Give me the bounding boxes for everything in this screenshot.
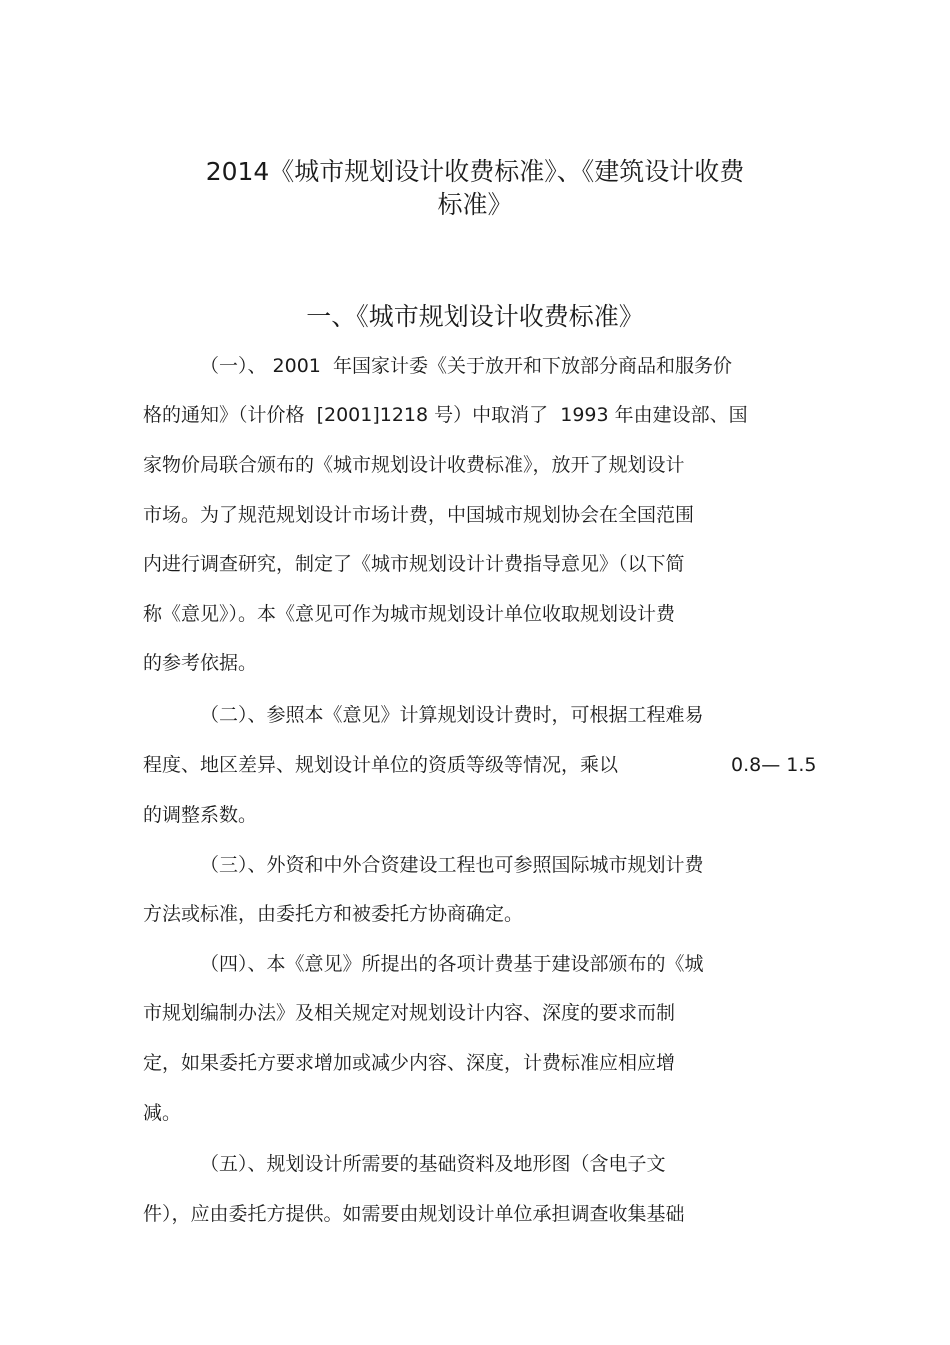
paragraph-2-line-2: 程度、地区差异、规划设计单位的资质等级等情况，乘以 xyxy=(143,754,619,776)
paragraph-1-line-1: （一）、 2001 年国家计委《关于放开和下放部分商品和服务价 xyxy=(200,355,732,377)
adjustment-factor-range: 0.8— 1.5 xyxy=(731,754,817,776)
paragraph-4-line-3: 定，如果委托方要求增加或减少内容、深度，计费标准应相应增 xyxy=(143,1052,676,1074)
document-title-line-2: 标准》 xyxy=(437,190,513,219)
paragraph-4-line-2: 市规划编制办法》及相关规定对规划设计内容、深度的要求而制 xyxy=(143,1002,676,1024)
paragraph-2-line-3: 的调整系数。 xyxy=(143,804,258,826)
paragraph-1-line-3: 家物价局联合颁布的《城市规划设计收费标准》，放开了规划设计 xyxy=(143,454,685,476)
paragraph-5-line-1: （五）、规划设计所需要的基础资料及地形图（含电子文 xyxy=(200,1153,666,1175)
paragraph-2-line-1: （二）、参照本《意见》计算规划设计费时，可根据工程难易 xyxy=(200,704,704,726)
paragraph-1-line-2: 格的通知》（计价格 [2001]1218 号）中取消了 1993 年由建设部、国 xyxy=(143,404,748,426)
document-title-line-1: 2014《城市规划设计收费标准》、《建筑设计收费 xyxy=(205,157,745,186)
paragraph-1-line-7: 的参考依据。 xyxy=(143,652,258,674)
paragraph-1-line-5: 内进行调查研究，制定了《城市规划设计计费指导意见》（以下简 xyxy=(143,553,685,575)
paragraph-3-line-2: 方法或标准，由委托方和被委托方协商确定。 xyxy=(143,903,524,925)
paragraph-4-line-4: 减。 xyxy=(143,1102,182,1124)
paragraph-1-line-4: 市场。为了规范规划设计市场计费，中国城市规划协会在全国范围 xyxy=(143,504,695,526)
paragraph-3-line-1: （三）、外资和中外合资建设工程也可参照国际城市规划计费 xyxy=(200,854,704,876)
paragraph-1-line-6: 称《意见》）。本《意见可作为城市规划设计单位收取规划设计费 xyxy=(143,603,676,625)
paragraph-4-line-1: （四）、本《意见》所提出的各项计费基于建设部颁布的《城 xyxy=(200,953,704,975)
paragraph-5-line-2: 件），应由委托方提供。如需要由规划设计单位承担调查收集基础 xyxy=(143,1203,685,1225)
section-heading: 一、《城市规划设计收费标准》 xyxy=(306,302,644,331)
